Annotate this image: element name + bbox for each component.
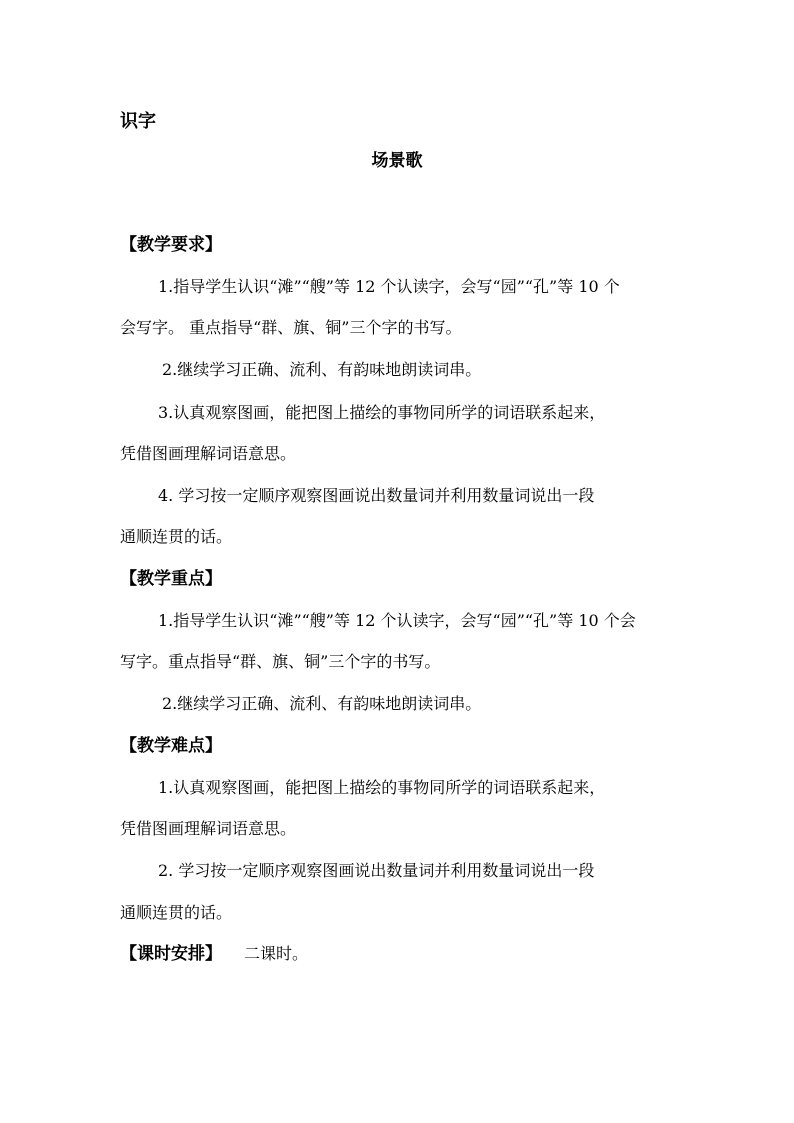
requirements-item-4-line-2: 通顺连贯的话。 xyxy=(120,527,233,546)
difficulties-item-1-line-2: 凭借图画理解词语意思。 xyxy=(120,819,297,838)
difficulties-item-2-line-1: 2. 学习按一定顺序观察图画说出数量词并利用数量词说出一段 xyxy=(158,861,595,880)
schedule-heading: 【课时安排】 xyxy=(120,944,222,964)
requirements-item-1-line-1: 1.指导学生认识“滩”“艘”等 12 个认读字，会写“园”“孔”等 10 个 xyxy=(158,277,620,296)
difficulties-item-2-line-2: 通顺连贯的话。 xyxy=(120,903,233,922)
category-heading: 识字 xyxy=(120,111,156,132)
key-points-heading: 【教学重点】 xyxy=(120,569,222,589)
difficulties-heading: 【教学难点】 xyxy=(120,736,222,756)
difficulties-item-1-line-1: 1.认真观察图画，能把图上描绘的事物同所学的词语联系起来， xyxy=(158,778,606,797)
requirements-item-1-line-2: 会写字。 重点指导“群、旗、铜”三个字的书写。 xyxy=(120,318,462,337)
requirements-item-3-line-1: 3.认真观察图画，能把图上描绘的事物同所学的词语联系起来， xyxy=(158,403,606,422)
lesson-title: 场景歌 xyxy=(371,151,423,171)
key-points-item-2: 2.继续学习正确、流利、有韵味地朗读词串。 xyxy=(162,694,482,713)
key-points-item-1-line-2: 写字。重点指导“群、旗、铜”三个字的书写。 xyxy=(120,652,441,671)
schedule-value: 二课时。 xyxy=(244,944,309,963)
key-points-item-1-line-1: 1.指导学生认识“滩”“艘”等 12 个认读字，会写“园”“孔”等 10 个会 xyxy=(158,611,636,630)
requirements-heading: 【教学要求】 xyxy=(120,235,222,255)
requirements-item-4-line-1: 4. 学习按一定顺序观察图画说出数量词并利用数量词说出一段 xyxy=(158,486,595,505)
requirements-item-3-line-2: 凭借图画理解词语意思。 xyxy=(120,444,297,463)
requirements-item-2: 2.继续学习正确、流利、有韵味地朗读词串。 xyxy=(162,360,482,379)
